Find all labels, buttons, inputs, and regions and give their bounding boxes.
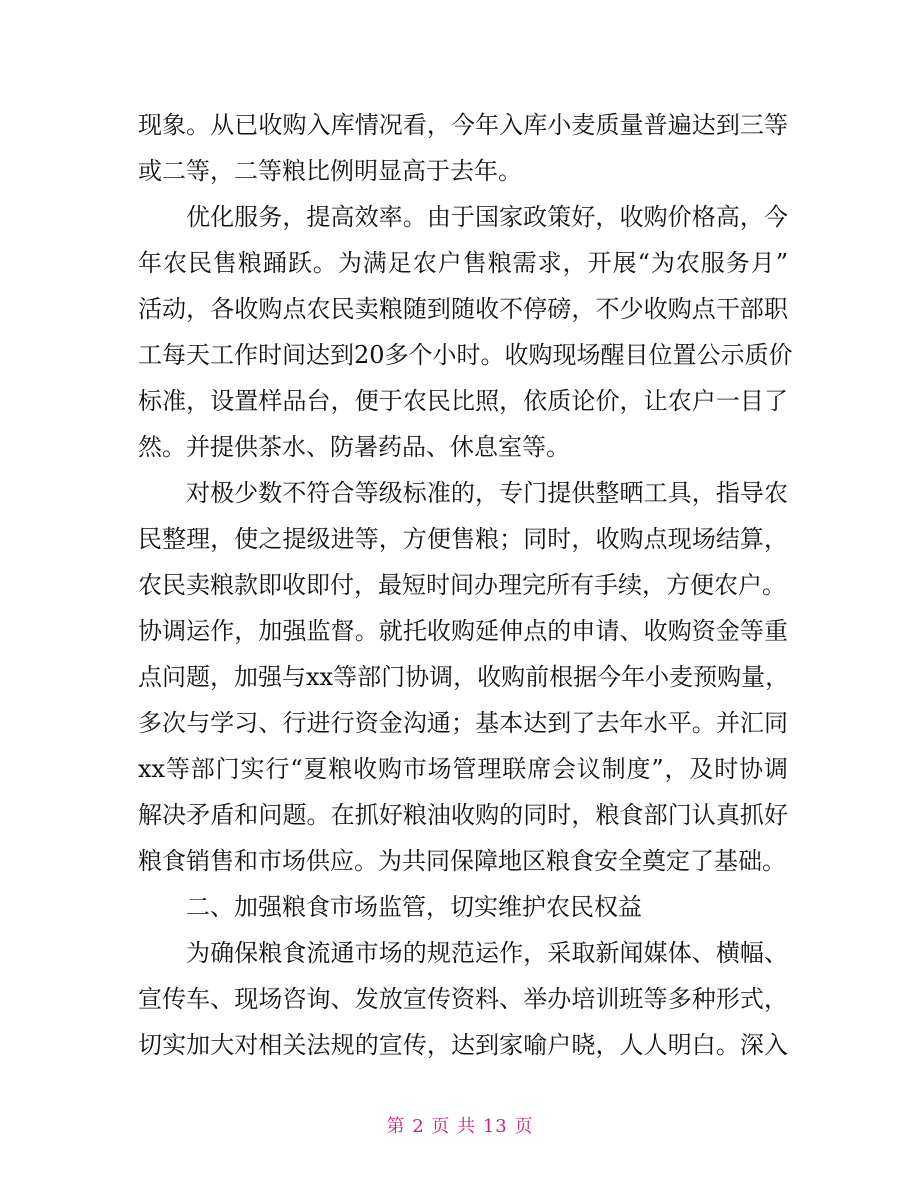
text-line: 或二等，二等粮比例明显高于去年。 — [138, 157, 522, 185]
page-number-footer: 第 2 页 共 13 页 — [386, 1116, 534, 1137]
document-body — [138, 102, 793, 1068]
text-line: 农民卖粮款即收即付，最短时间办理完所有手续，方便农户。 — [138, 571, 786, 599]
text-line: 工每天工作时间达到20多个小时。收购现场醒目位置公示质价 — [138, 341, 793, 369]
text-line: xx等部门实行“夏粮收购市场管理联席会议制度”，及时协调 — [138, 755, 788, 783]
text-line: 然。并提供茶水、防暑药品、休息室等。 — [138, 433, 570, 461]
text-line: 为确保粮食流通市场的规范运作，采取新闻媒体、横幅、 — [186, 939, 788, 967]
text-line: 宣传车、现场咨询、发放宣传资料、举办培训班等多种形式， — [138, 985, 788, 1013]
text-line: 现象。从已收购入库情况看，今年入库小麦质量普遍达到三等 — [138, 111, 788, 139]
section-heading: 二、加强粮食市场监管，切实维护农民权益 — [186, 893, 642, 921]
text-line: 粮食销售和市场供应。为共同保障地区粮食安全奠定了基础。 — [138, 847, 786, 875]
text-line: 多次与学习、行进行资金沟通；基本达到了去年水平。并汇同 — [138, 709, 788, 737]
text-line: 协调运作，加强监督。就托收购延伸点的申请、收购资金等重 — [138, 617, 788, 645]
text-line: 对极少数不符合等级标准的，专门提供整晒工具，指导农 — [186, 479, 788, 507]
text-line: 优化服务，提高效率。由于国家政策好，收购价格高，今 — [186, 203, 788, 231]
text-line: 点问题，加强与xx等部门协调，收购前根据今年小麦预购量， — [138, 663, 790, 691]
text-line: 民整理，使之提级进等，方便售粮；同时，收购点现场结算， — [138, 525, 788, 553]
text-line: 年农民售粮踊跃。为满足农户售粮需求，开展“为农服务月” — [138, 249, 788, 277]
text-line: 切实加大对相关法规的宣传，达到家喻户晓，人人明白。深入 — [138, 1031, 788, 1059]
text-line: 标准，设置样品台，便于农民比照，依质论价，让农户一目了 — [138, 387, 788, 415]
text-line: 解决矛盾和问题。在抓好粮油收购的同时，粮食部门认真抓好 — [138, 801, 788, 829]
text-line: 活动，各收购点农民卖粮随到随收不停磅，不少收购点干部职 — [138, 295, 788, 323]
